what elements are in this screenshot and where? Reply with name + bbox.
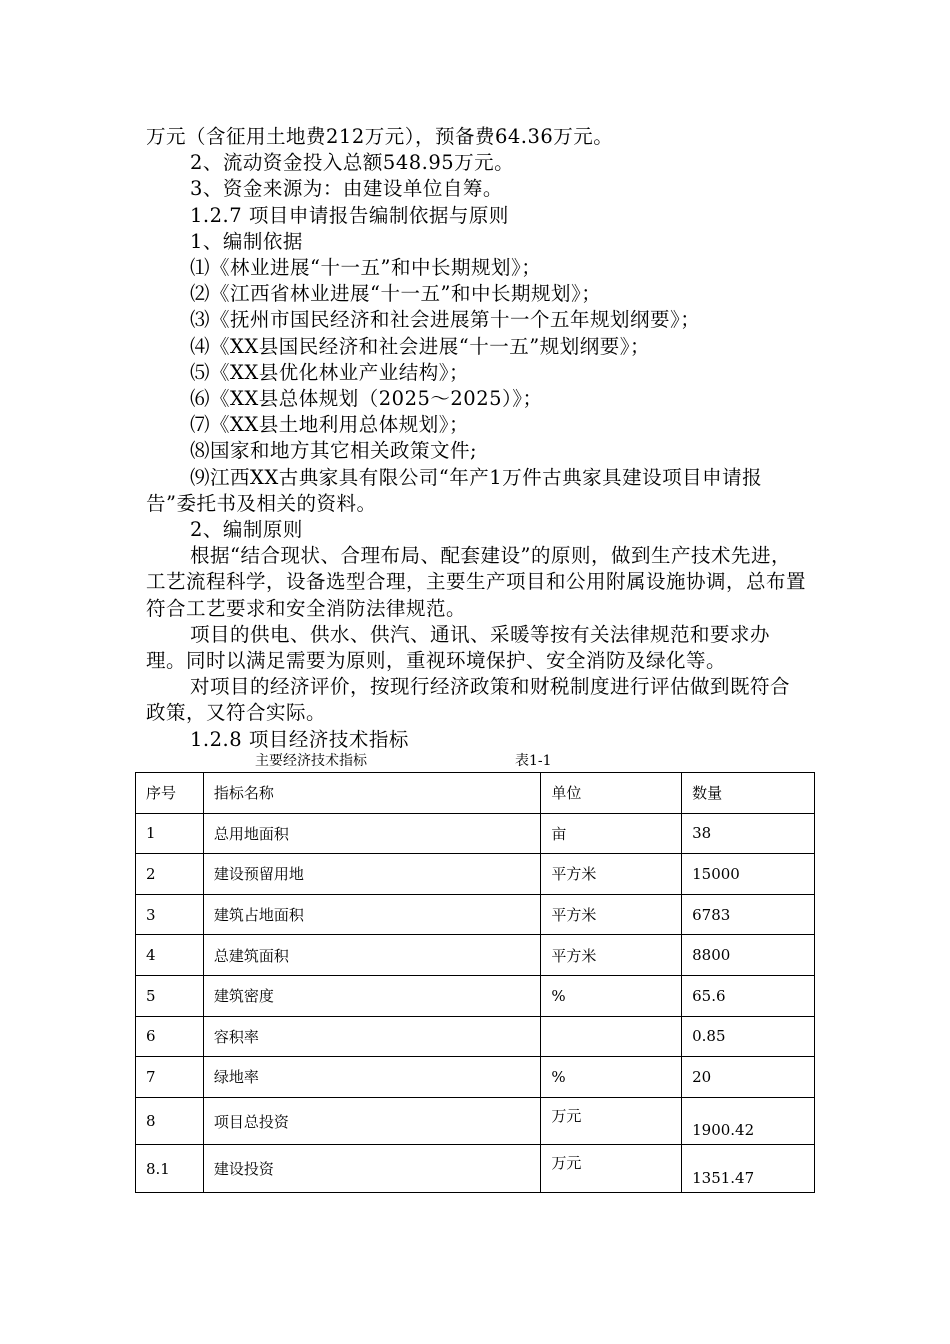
table-cell: 15000 (682, 854, 815, 895)
table-cell: 项目总投资 (203, 1097, 540, 1145)
table-cell: % (541, 975, 682, 1016)
table-row (136, 854, 815, 895)
table-cell: 建设预留用地 (203, 854, 540, 895)
table-cell: 6783 (682, 894, 815, 935)
table-number: 表1-1 (515, 753, 552, 769)
table-cell: 6 (136, 1016, 204, 1057)
table-cell: 绿地率 (203, 1057, 540, 1098)
table-cell: 38 (682, 813, 815, 854)
paragraph: 3、资金来源为：由建设单位自筹。 (190, 177, 503, 201)
paragraph: 2、编制原则 (190, 518, 303, 542)
paragraph: ⑻国家和地方其它相关政策文件; (190, 439, 478, 463)
table-cell: 65.6 (682, 975, 815, 1016)
table-cell: 万元 (541, 1097, 682, 1145)
table-cell: 8800 (682, 935, 815, 976)
table-row (136, 894, 815, 935)
table-cell: 建筑占地面积 (203, 894, 540, 935)
paragraph: 1.2.7 项目申请报告编制依据与原则 (190, 203, 509, 227)
table-row (136, 935, 815, 976)
paragraph: ⑹《XX县总体规划（2025～2025）》； (190, 387, 543, 411)
table-cell: 3 (136, 894, 204, 935)
table-cell: 1 (136, 813, 204, 854)
paragraph: 2、流动资金投入总额548.95万元。 (190, 151, 515, 175)
table-cell: 0.85 (682, 1016, 815, 1057)
table-cell: 平方米 (541, 894, 682, 935)
table-cell: 1351.47 (682, 1145, 815, 1193)
table-cell: % (541, 1057, 682, 1098)
table-cell: 7 (136, 1057, 204, 1098)
paragraph: ⑺《XX县土地利用总体规划》； (190, 413, 470, 437)
table-row (136, 1145, 815, 1193)
table-cell: 平方米 (541, 935, 682, 976)
table-row (136, 975, 815, 1016)
table-cell: 5 (136, 975, 204, 1016)
metrics-table (135, 772, 815, 1193)
paragraph: ⑵《江西省林业进展“十一五”和中长期规划》； (190, 282, 602, 306)
paragraph: 对项目的经济评价，按现行经济政策和财税制度进行评估做到既符合政策，又符合实际。 (146, 675, 791, 725)
body-text (146, 124, 806, 753)
table-cell: 2 (136, 854, 204, 895)
table-row (136, 1097, 815, 1145)
table-cell (541, 1016, 682, 1057)
paragraph: ⑶《抚州市国民经济和社会进展第十一个五年规划纲要》； (190, 308, 701, 332)
table-cell: 总建筑面积 (203, 935, 540, 976)
paragraph: 根据“结合现状、合理布局、配套建设”的原则，做到生产技术先进，工艺流程科学，设备选型合理，主要生产项目和公用附属设施协调，总布置符合工艺要求和安全消防法律规范。 (146, 544, 807, 620)
table-cell: 平方米 (541, 854, 682, 895)
paragraph: ⑷《XX县国民经济和社会进展“十一五”规划纲要》； (190, 334, 650, 358)
table-row (136, 813, 815, 854)
table-cell: 总用地面积 (203, 813, 540, 854)
table-row (136, 1057, 815, 1098)
paragraph: 万元（含征用土地费212万元），预备费64.36万元。 (146, 125, 614, 148)
table-cell: 1900.42 (682, 1097, 815, 1145)
paragraph: ⑸《XX县优化林业产业结构》； (190, 360, 470, 384)
table-cell: 8 (136, 1097, 204, 1145)
table-cell: 建筑密度 (203, 975, 540, 1016)
paragraph: ⑴《林业进展“十一五”和中长期规划》； (190, 256, 542, 280)
table-cell: 8.1 (136, 1145, 204, 1193)
header-cell: 数量 (682, 773, 815, 814)
header-cell: 单位 (541, 773, 682, 814)
table-cell: 4 (136, 935, 204, 976)
table-cell: 容积率 (203, 1016, 540, 1057)
table-cell: 亩 (541, 813, 682, 854)
header-cell: 指标名称 (203, 773, 540, 814)
header-cell: 序号 (136, 773, 204, 814)
paragraph: 1.2.8 项目经济技术指标 (190, 727, 409, 751)
paragraph: 项目的供电、供水、供汽、通讯、采暖等按有关法律规范和要求办理。同时以满足需要为原则，重视环境保护、安全消防及绿化等。 (146, 622, 771, 673)
table-row (136, 1016, 815, 1057)
paragraph: 1、编制依据 (190, 229, 303, 253)
paragraph: ⑼江西XX古典家具有限公司“年产1万件古典家具建设项目申请报告”委托书及相关的资料。 (146, 465, 763, 515)
table-caption: 主要经济技术指标 (255, 753, 367, 769)
table-header-row (136, 773, 815, 814)
table-cell: 万元 (541, 1145, 682, 1193)
table-cell: 20 (682, 1057, 815, 1098)
table-cell: 建设投资 (203, 1145, 540, 1193)
